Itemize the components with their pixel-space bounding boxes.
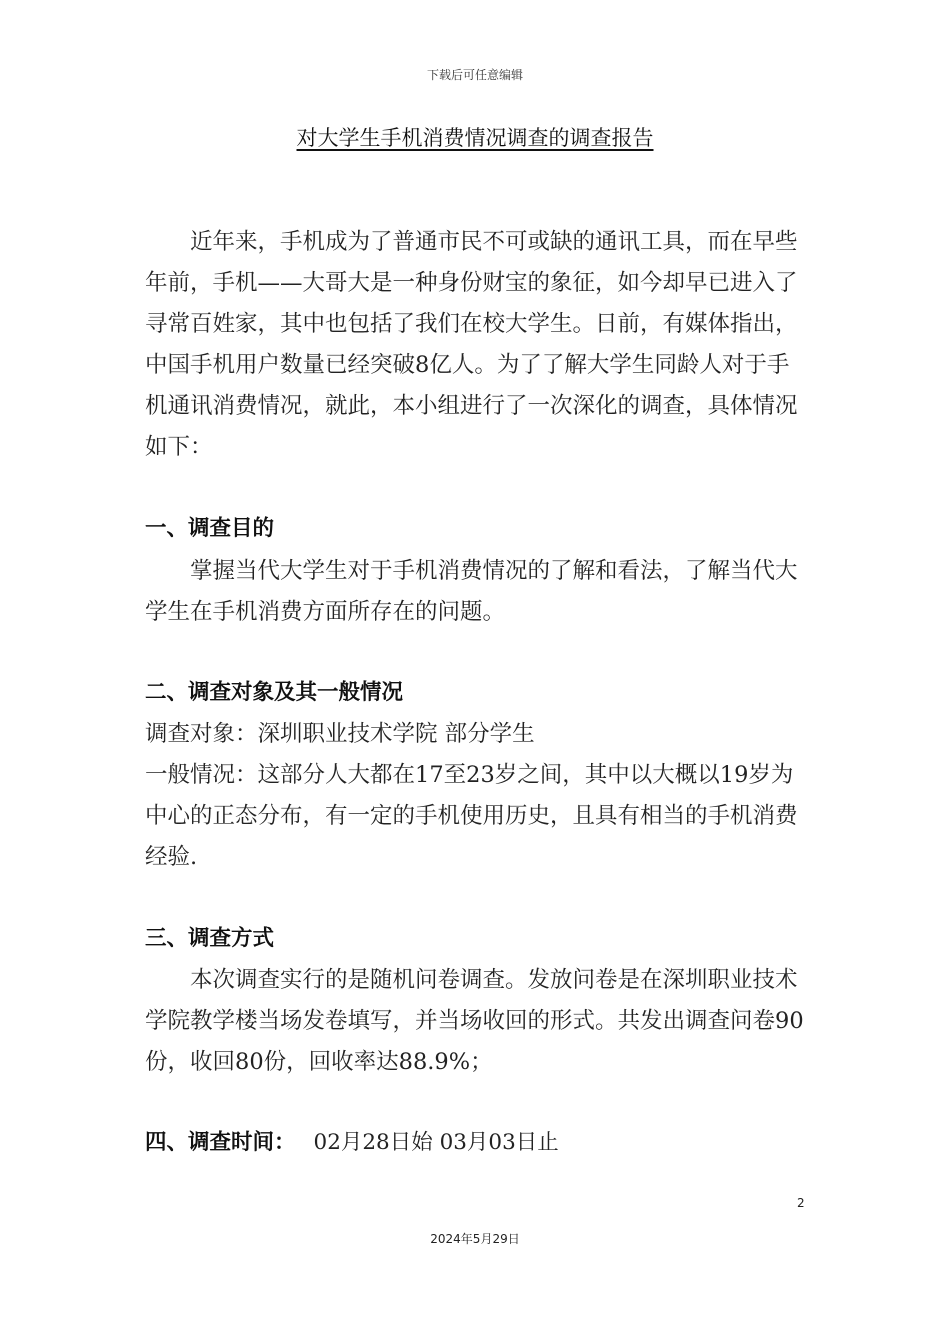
purpose-paragraph: 掌握当代大学生对于手机消费情况的了解和看法，了解当代大学生在手机消费方面所存在的问题。 xyxy=(145,558,798,625)
method-heading: 三、调查方式 xyxy=(145,926,275,951)
subjects-general-line: 一般情况：这部分人大都在17至23岁之间，其中以大概以19岁为中心的正态分布，有一定的手机使用历史，且具有相当的手机消费经验. xyxy=(145,762,798,870)
subjects-heading: 二、调查对象及其一般情况 xyxy=(145,680,404,705)
document-title xyxy=(0,122,950,152)
time-heading xyxy=(145,1128,807,1158)
time-heading-label: 四、调查时间： xyxy=(145,1130,296,1155)
time-value: 02月28日始 03月03日止 xyxy=(313,1130,559,1155)
method-section xyxy=(145,960,807,1083)
title-text: 对大学生手机消费情况调查的调查报告 xyxy=(296,126,654,150)
page-header: 下载后可任意编辑 xyxy=(426,68,523,82)
purpose-section xyxy=(145,551,807,633)
intro-section xyxy=(145,222,807,468)
intro-paragraph: 近年来，手机成为了普通市民不可或缺的通讯工具，而在早些年前，手机——大哥大是一种身份财宝的象征，如今却早已进入了寻常百姓家，其中也包括了我们在校大学生。日前，有媒体指出，中国手机用户数量已经突破8亿人。为了了解大学生同龄人对于手机通讯消费情况，就此，本小组进行了一次深化的调查，具体情况如下： xyxy=(145,229,798,460)
subjects-section xyxy=(145,714,807,878)
subjects-object-line: 调查对象：深圳职业技术学院 部分学生 xyxy=(145,721,535,747)
purpose-heading: 一、调查目的 xyxy=(145,516,275,541)
footer-date: 2024年5月29日 xyxy=(430,1232,520,1246)
page-number: 2 xyxy=(797,1196,805,1210)
method-paragraph: 本次调查实行的是随机问卷调查。发放问卷是在深圳职业技术学院教学楼当场发卷填写，并当场收回的形式。共发出调查问卷90份，收回80份，回收率达88.9%； xyxy=(145,967,804,1075)
